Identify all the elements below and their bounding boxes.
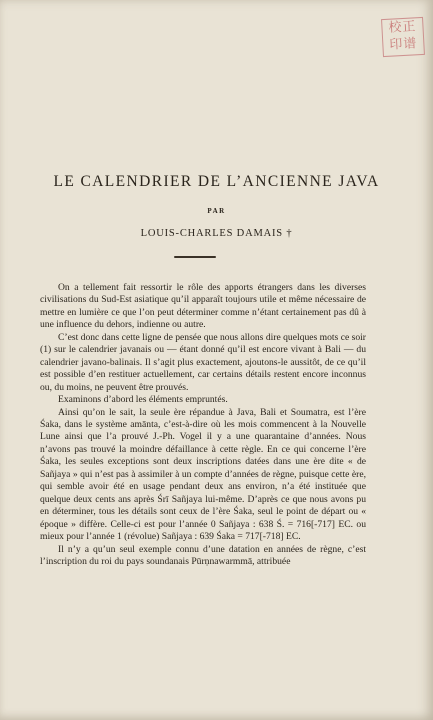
red-seal-stamp [381, 17, 425, 57]
paragraph-3: Examinons d’abord les éléments empruntés. [58, 394, 228, 406]
paragraph-2: C’est donc dans cette ligne de pensée que nous allons dire quelques mots ce soir (1) sur le calendrier javanais ou — étant donné qu’il est encore vivant à Bali — du calendrier javano-balinais. Il s’agit plus exactement, ajoutons-le aussitôt, de ce qu’il est possible d’en restituer actuellement, car certains détails restent encore inconnus ou, du moins, ne peuvent être prouvés. [40, 331, 366, 393]
stamp-line-2: 印谱 [389, 36, 418, 53]
byline-par: PAR [207, 207, 226, 215]
author-name: LOUIS-CHARLES DAMAIS † [140, 228, 293, 239]
title-divider [174, 256, 216, 258]
paragraph-5: Il n’y a qu’un seul exemple connu d’une datation en années de règne, c’est l’inscription du roi du pays soundanais Pūrṇnawarmmā, attribuée [40, 543, 366, 567]
article-body [40, 282, 366, 568]
paragraph-4: Ainsi qu’on le sait, la seule ère répandue à Java, Bali et Soumatra, est l’ère Śaka, dans le système amānta, c’est-à-dire où les mois commencent à la Nouvelle Lune ainsi que l’a prouvé J.-Ph. Vogel il y a une quarantaine d’années. Nous n’avons pas trouvé la moindre défaillance à cette règle. En ce qui concerne l’ère Śaka, les seules exceptions sont deux inscriptions datées dans une ère dite « de Sañjaya » qui n’est pas à assimiler à un compte d’années de règne, puisque cette ère, qui semble avoir été en usage pendant deux ans environ, n’a été instituée que quelque deux cents ans après Śrī Sañjaya lui-même. D’après ce que nous avons pu en déterminer, tous les détails sont ceux de l’ère Śaka, seul le point de départ ou « époque » diffère. Celle-ci est pour l’année 0 Sañjaya : 638 Ś. = 716[-717] EC. ou mieux pour l’année 1 (révolue) Sañjaya : 639 Śaka = 717[-718] EC. [40, 406, 366, 543]
paragraph-1: On a tellement fait ressortir le rôle des apports étrangers dans les diverses civilisations du Sud-Est asiatique qu’il apparaît toujours utile et même nécessaire de mettre en lumière ce que l’on peut déterminer comme n’étant certainement pas dû à une influence du dehors, indienne ou autre. [40, 282, 366, 331]
stamp-line-1: 校正 [388, 19, 417, 36]
article-title: LE CALENDRIER DE L’ANCIENNE JAVA [53, 173, 380, 190]
